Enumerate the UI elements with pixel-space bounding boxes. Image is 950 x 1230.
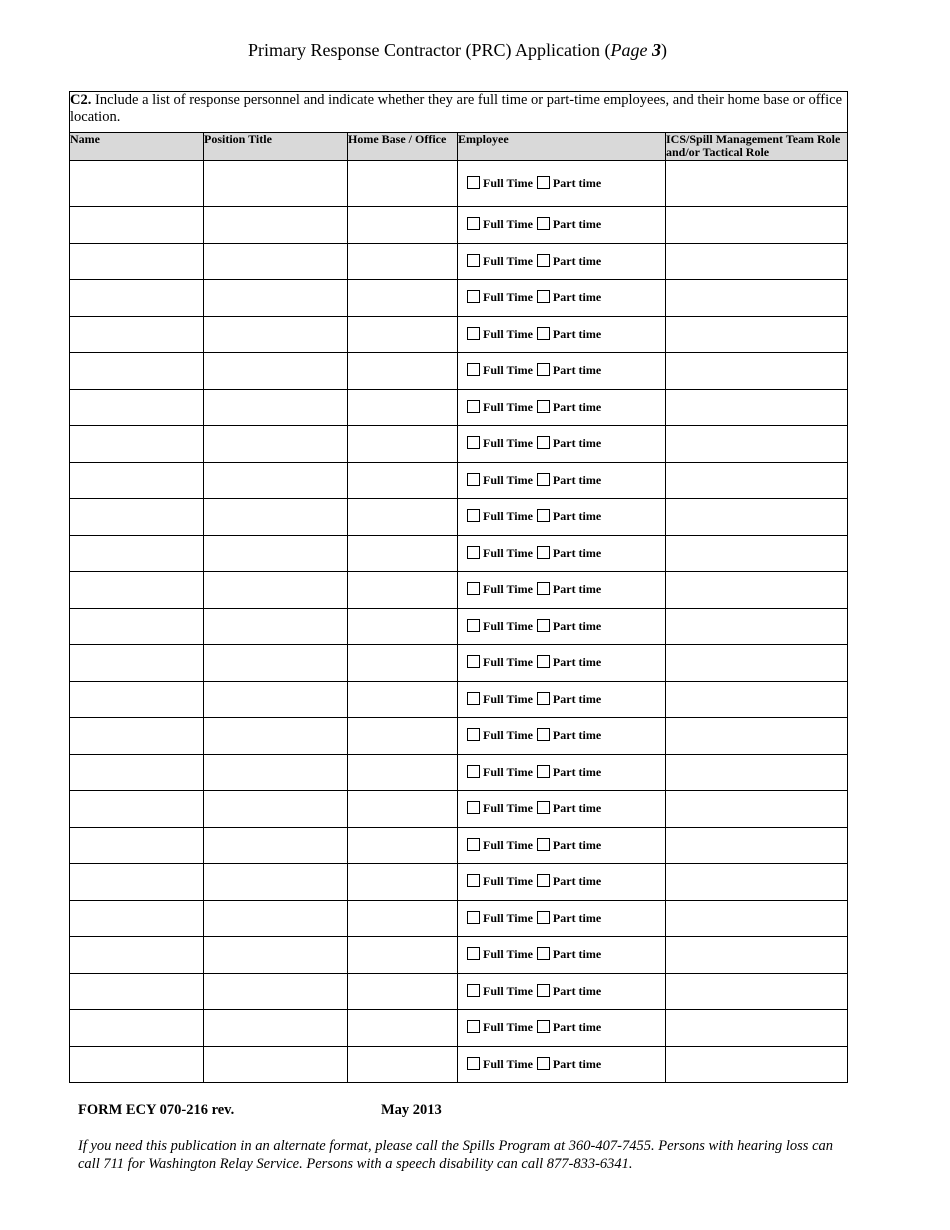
part-time-label: Part time — [552, 910, 602, 925]
full-time-checkbox[interactable] — [467, 546, 480, 559]
name-cell[interactable] — [70, 462, 204, 499]
position-title-cell[interactable] — [204, 645, 348, 682]
employee-cell — [458, 1046, 666, 1083]
employee-cell — [458, 426, 666, 463]
part-time-checkbox[interactable] — [537, 1020, 550, 1033]
table-row — [70, 572, 848, 609]
full-time-checkbox[interactable] — [467, 838, 480, 851]
part-time-label: Part time — [552, 217, 602, 232]
title-suffix: ) — [660, 40, 667, 60]
part-time-checkbox[interactable] — [537, 655, 550, 668]
table-row — [70, 243, 848, 280]
employee-cell — [458, 900, 666, 937]
employee-cell — [458, 973, 666, 1010]
full-time-label: Full Time — [483, 691, 533, 706]
employee-cell — [458, 161, 666, 207]
name-cell[interactable] — [70, 973, 204, 1010]
full-time-checkbox[interactable] — [467, 1020, 480, 1033]
ics-role-cell[interactable] — [666, 791, 848, 828]
employee-cell — [458, 572, 666, 609]
full-time-checkbox[interactable] — [467, 176, 480, 189]
name-cell[interactable] — [70, 243, 204, 280]
ics-role-cell[interactable] — [666, 1046, 848, 1083]
home-base-cell[interactable] — [348, 207, 458, 244]
table-row — [70, 353, 848, 390]
section-instruction: Include a list of response personnel and indicate whether they are full time or part-time employees, and their home base or office location. — [70, 92, 843, 125]
full-time-checkbox[interactable] — [467, 911, 480, 924]
col-header-position-title: Position Title — [204, 133, 348, 161]
home-base-cell[interactable] — [348, 535, 458, 572]
home-base-cell[interactable] — [348, 316, 458, 353]
full-time-checkbox[interactable] — [467, 290, 480, 303]
part-time-label: Part time — [552, 983, 602, 998]
home-base-cell[interactable] — [348, 754, 458, 791]
full-time-checkbox[interactable] — [467, 582, 480, 595]
name-cell[interactable] — [70, 353, 204, 390]
full-time-checkbox[interactable] — [467, 728, 480, 741]
table-row — [70, 426, 848, 463]
part-time-checkbox[interactable] — [537, 582, 550, 595]
home-base-cell[interactable] — [348, 937, 458, 974]
name-cell[interactable] — [70, 827, 204, 864]
full-time-checkbox[interactable] — [467, 327, 480, 340]
name-cell[interactable] — [70, 900, 204, 937]
part-time-label: Part time — [552, 509, 602, 524]
part-time-label: Part time — [552, 363, 602, 378]
part-time-label: Part time — [552, 1020, 602, 1035]
home-base-cell[interactable] — [348, 243, 458, 280]
part-time-label: Part time — [552, 691, 602, 706]
full-time-label: Full Time — [483, 618, 533, 633]
employee-cell — [458, 864, 666, 901]
name-cell[interactable] — [70, 608, 204, 645]
position-title-cell[interactable] — [204, 681, 348, 718]
ics-role-cell[interactable] — [666, 608, 848, 645]
home-base-cell[interactable] — [348, 280, 458, 317]
instruction-cell — [70, 92, 848, 133]
part-time-label: Part time — [552, 290, 602, 305]
full-time-label: Full Time — [483, 764, 533, 779]
position-title-cell[interactable] — [204, 280, 348, 317]
ics-role-cell[interactable] — [666, 718, 848, 755]
table-row — [70, 864, 848, 901]
full-time-checkbox[interactable] — [467, 655, 480, 668]
ics-role-cell[interactable] — [666, 462, 848, 499]
table-row — [70, 535, 848, 572]
instruction-row — [70, 92, 848, 133]
full-time-checkbox[interactable] — [467, 217, 480, 230]
position-title-cell[interactable] — [204, 316, 348, 353]
ics-role-cell[interactable] — [666, 535, 848, 572]
name-cell[interactable] — [70, 718, 204, 755]
home-base-cell[interactable] — [348, 389, 458, 426]
home-base-cell[interactable] — [348, 1010, 458, 1047]
part-time-checkbox[interactable] — [537, 874, 550, 887]
form-number: FORM ECY 070-216 rev. — [78, 1102, 235, 1118]
employee-cell — [458, 1010, 666, 1047]
home-base-cell[interactable] — [348, 608, 458, 645]
part-time-label: Part time — [552, 399, 602, 414]
home-base-cell[interactable] — [348, 1046, 458, 1083]
full-time-label: Full Time — [483, 253, 533, 268]
ics-role-cell[interactable] — [666, 161, 848, 207]
full-time-label: Full Time — [483, 947, 533, 962]
ics-role-cell[interactable] — [666, 900, 848, 937]
table-row — [70, 1010, 848, 1047]
full-time-checkbox[interactable] — [467, 400, 480, 413]
table-row — [70, 207, 848, 244]
position-title-cell[interactable] — [204, 791, 348, 828]
ics-role-cell[interactable] — [666, 864, 848, 901]
employee-cell — [458, 754, 666, 791]
part-time-checkbox[interactable] — [537, 176, 550, 189]
part-time-label: Part time — [552, 582, 602, 597]
employee-cell — [458, 499, 666, 536]
full-time-checkbox[interactable] — [467, 509, 480, 522]
full-time-checkbox[interactable] — [467, 874, 480, 887]
col-header-home-base: Home Base / Office — [348, 133, 458, 161]
full-time-checkbox[interactable] — [467, 254, 480, 267]
full-time-checkbox[interactable] — [467, 1057, 480, 1070]
table-row — [70, 499, 848, 536]
table-row — [70, 645, 848, 682]
name-cell[interactable] — [70, 389, 204, 426]
home-base-cell[interactable] — [348, 681, 458, 718]
employee-cell — [458, 389, 666, 426]
page-title — [0, 40, 915, 61]
ics-role-cell[interactable] — [666, 973, 848, 1010]
employee-cell — [458, 535, 666, 572]
full-time-checkbox[interactable] — [467, 984, 480, 997]
table-row — [70, 608, 848, 645]
ics-role-cell[interactable] — [666, 937, 848, 974]
position-title-cell[interactable] — [204, 1010, 348, 1047]
table-row — [70, 791, 848, 828]
title-prefix: Primary Response Contractor (PRC) Application ( — [248, 40, 611, 60]
name-cell[interactable] — [70, 426, 204, 463]
col-header-name: Name — [70, 133, 204, 161]
part-time-label: Part time — [552, 326, 602, 341]
full-time-label: Full Time — [483, 837, 533, 852]
employee-cell — [458, 316, 666, 353]
home-base-cell[interactable] — [348, 827, 458, 864]
position-title-cell[interactable] — [204, 499, 348, 536]
ics-role-cell[interactable] — [666, 1010, 848, 1047]
employee-cell — [458, 681, 666, 718]
position-title-cell[interactable] — [204, 937, 348, 974]
part-time-checkbox[interactable] — [537, 473, 550, 486]
part-time-checkbox[interactable] — [537, 619, 550, 632]
full-time-label: Full Time — [483, 545, 533, 560]
employee-cell — [458, 791, 666, 828]
page-word: Page — [610, 40, 652, 60]
employee-cell — [458, 353, 666, 390]
page-indicator — [610, 40, 660, 60]
table-row — [70, 280, 848, 317]
col-header-ics-role: ICS/Spill Management Team Role and/or Tactical Role — [666, 133, 848, 161]
full-time-checkbox[interactable] — [467, 692, 480, 705]
full-time-checkbox[interactable] — [467, 436, 480, 449]
home-base-cell[interactable] — [348, 645, 458, 682]
home-base-cell[interactable] — [348, 900, 458, 937]
ics-role-cell[interactable] — [666, 353, 848, 390]
ics-role-cell[interactable] — [666, 426, 848, 463]
name-cell[interactable] — [70, 681, 204, 718]
full-time-checkbox[interactable] — [467, 473, 480, 486]
part-time-label: Part time — [552, 176, 602, 190]
name-cell[interactable] — [70, 207, 204, 244]
full-time-label: Full Time — [483, 399, 533, 414]
part-time-checkbox[interactable] — [537, 363, 550, 376]
name-cell[interactable] — [70, 645, 204, 682]
home-base-cell[interactable] — [348, 426, 458, 463]
part-time-label: Part time — [552, 655, 602, 670]
full-time-label: Full Time — [483, 983, 533, 998]
position-title-cell[interactable] — [204, 353, 348, 390]
part-time-label: Part time — [552, 764, 602, 779]
part-time-label: Part time — [552, 1056, 602, 1071]
name-cell[interactable] — [70, 864, 204, 901]
part-time-label: Part time — [552, 837, 602, 852]
full-time-label: Full Time — [483, 655, 533, 670]
full-time-label: Full Time — [483, 436, 533, 451]
part-time-checkbox[interactable] — [537, 765, 550, 778]
full-time-label: Full Time — [483, 326, 533, 341]
full-time-checkbox[interactable] — [467, 363, 480, 376]
position-title-cell[interactable] — [204, 864, 348, 901]
full-time-label: Full Time — [483, 910, 533, 925]
full-time-checkbox[interactable] — [467, 619, 480, 632]
ics-role-cell[interactable] — [666, 681, 848, 718]
part-time-checkbox[interactable] — [537, 1057, 550, 1070]
position-title-cell[interactable] — [204, 1046, 348, 1083]
part-time-label: Part time — [552, 545, 602, 560]
full-time-label: Full Time — [483, 217, 533, 232]
part-time-label: Part time — [552, 472, 602, 487]
table-row — [70, 900, 848, 937]
name-cell[interactable] — [70, 535, 204, 572]
name-cell[interactable] — [70, 572, 204, 609]
name-cell[interactable] — [70, 791, 204, 828]
full-time-label: Full Time — [483, 728, 533, 743]
home-base-cell[interactable] — [348, 353, 458, 390]
home-base-cell[interactable] — [348, 161, 458, 207]
name-cell[interactable] — [70, 1010, 204, 1047]
ics-role-cell[interactable] — [666, 754, 848, 791]
part-time-checkbox[interactable] — [537, 400, 550, 413]
ics-role-cell[interactable] — [666, 645, 848, 682]
ics-role-cell[interactable] — [666, 499, 848, 536]
position-title-cell[interactable] — [204, 827, 348, 864]
ics-role-cell[interactable] — [666, 243, 848, 280]
full-time-checkbox[interactable] — [467, 765, 480, 778]
employee-cell — [458, 280, 666, 317]
part-time-checkbox[interactable] — [537, 947, 550, 960]
home-base-cell[interactable] — [348, 791, 458, 828]
part-time-checkbox[interactable] — [537, 546, 550, 559]
part-time-checkbox[interactable] — [537, 436, 550, 449]
name-cell[interactable] — [70, 499, 204, 536]
home-base-cell[interactable] — [348, 864, 458, 901]
part-time-checkbox[interactable] — [537, 984, 550, 997]
full-time-label: Full Time — [483, 176, 533, 190]
position-title-cell[interactable] — [204, 718, 348, 755]
ics-role-cell[interactable] — [666, 280, 848, 317]
name-cell[interactable] — [70, 1046, 204, 1083]
employee-cell — [458, 645, 666, 682]
position-title-cell[interactable] — [204, 535, 348, 572]
page-number: 3 — [651, 40, 661, 60]
col-header-employee: Employee — [458, 133, 666, 161]
part-time-label: Part time — [552, 253, 602, 268]
ics-role-cell[interactable] — [666, 827, 848, 864]
header-row — [70, 133, 848, 161]
position-title-cell[interactable] — [204, 572, 348, 609]
home-base-cell[interactable] — [348, 718, 458, 755]
full-time-label: Full Time — [483, 363, 533, 378]
employee-cell — [458, 827, 666, 864]
position-title-cell[interactable] — [204, 207, 348, 244]
ics-role-cell[interactable] — [666, 316, 848, 353]
position-title-cell[interactable] — [204, 243, 348, 280]
ics-role-cell[interactable] — [666, 572, 848, 609]
part-time-checkbox[interactable] — [537, 327, 550, 340]
name-cell[interactable] — [70, 316, 204, 353]
part-time-label: Part time — [552, 618, 602, 633]
table-row — [70, 161, 848, 207]
full-time-label: Full Time — [483, 1056, 533, 1071]
part-time-checkbox[interactable] — [537, 911, 550, 924]
employee-cell — [458, 243, 666, 280]
part-time-label: Part time — [552, 874, 602, 889]
full-time-label: Full Time — [483, 290, 533, 305]
employee-cell — [458, 937, 666, 974]
name-cell[interactable] — [70, 161, 204, 207]
table-row — [70, 462, 848, 499]
table-row — [70, 1046, 848, 1083]
full-time-checkbox[interactable] — [467, 947, 480, 960]
position-title-cell[interactable] — [204, 608, 348, 645]
position-title-cell[interactable] — [204, 900, 348, 937]
home-base-cell[interactable] — [348, 572, 458, 609]
table-row — [70, 754, 848, 791]
part-time-checkbox[interactable] — [537, 254, 550, 267]
employee-cell — [458, 462, 666, 499]
full-time-label: Full Time — [483, 582, 533, 597]
table-row — [70, 827, 848, 864]
full-time-label: Full Time — [483, 509, 533, 524]
position-title-cell[interactable] — [204, 462, 348, 499]
position-title-cell[interactable] — [204, 161, 348, 207]
home-base-cell[interactable] — [348, 499, 458, 536]
table-row — [70, 973, 848, 1010]
form-date: May 2013 — [381, 1102, 442, 1118]
part-time-checkbox[interactable] — [537, 838, 550, 851]
part-time-checkbox[interactable] — [537, 217, 550, 230]
position-title-cell[interactable] — [204, 426, 348, 463]
table-row — [70, 718, 848, 755]
part-time-checkbox[interactable] — [537, 290, 550, 303]
part-time-label: Part time — [552, 947, 602, 962]
accessibility-notice: If you need this publication in an alternate format, please call the Spills Program at 360-407-7455. Persons with hearing loss can call 711 for Washington Relay Service. Persons with a speech disability can call 877-833-6341. — [78, 1138, 834, 1172]
part-time-label: Part time — [552, 436, 602, 451]
name-cell[interactable] — [70, 937, 204, 974]
part-time-checkbox[interactable] — [537, 692, 550, 705]
name-cell[interactable] — [70, 280, 204, 317]
employee-cell — [458, 207, 666, 244]
part-time-label: Part time — [552, 801, 602, 816]
full-time-label: Full Time — [483, 1020, 533, 1035]
part-time-checkbox[interactable] — [537, 801, 550, 814]
table-row — [70, 389, 848, 426]
table-row — [70, 937, 848, 974]
table-row — [70, 681, 848, 718]
position-title-cell[interactable] — [204, 389, 348, 426]
full-time-label: Full Time — [483, 472, 533, 487]
full-time-label: Full Time — [483, 874, 533, 889]
home-base-cell[interactable] — [348, 462, 458, 499]
position-title-cell[interactable] — [204, 973, 348, 1010]
full-time-checkbox[interactable] — [467, 801, 480, 814]
section-code: C2. — [70, 92, 92, 108]
personnel-table — [69, 91, 848, 1083]
position-title-cell[interactable] — [204, 754, 348, 791]
part-time-label: Part time — [552, 728, 602, 743]
ics-role-cell[interactable] — [666, 389, 848, 426]
home-base-cell[interactable] — [348, 973, 458, 1010]
part-time-checkbox[interactable] — [537, 728, 550, 741]
part-time-checkbox[interactable] — [537, 509, 550, 522]
table-row — [70, 316, 848, 353]
full-time-label: Full Time — [483, 801, 533, 816]
ics-role-cell[interactable] — [666, 207, 848, 244]
employee-cell — [458, 608, 666, 645]
employee-cell — [458, 718, 666, 755]
name-cell[interactable] — [70, 754, 204, 791]
